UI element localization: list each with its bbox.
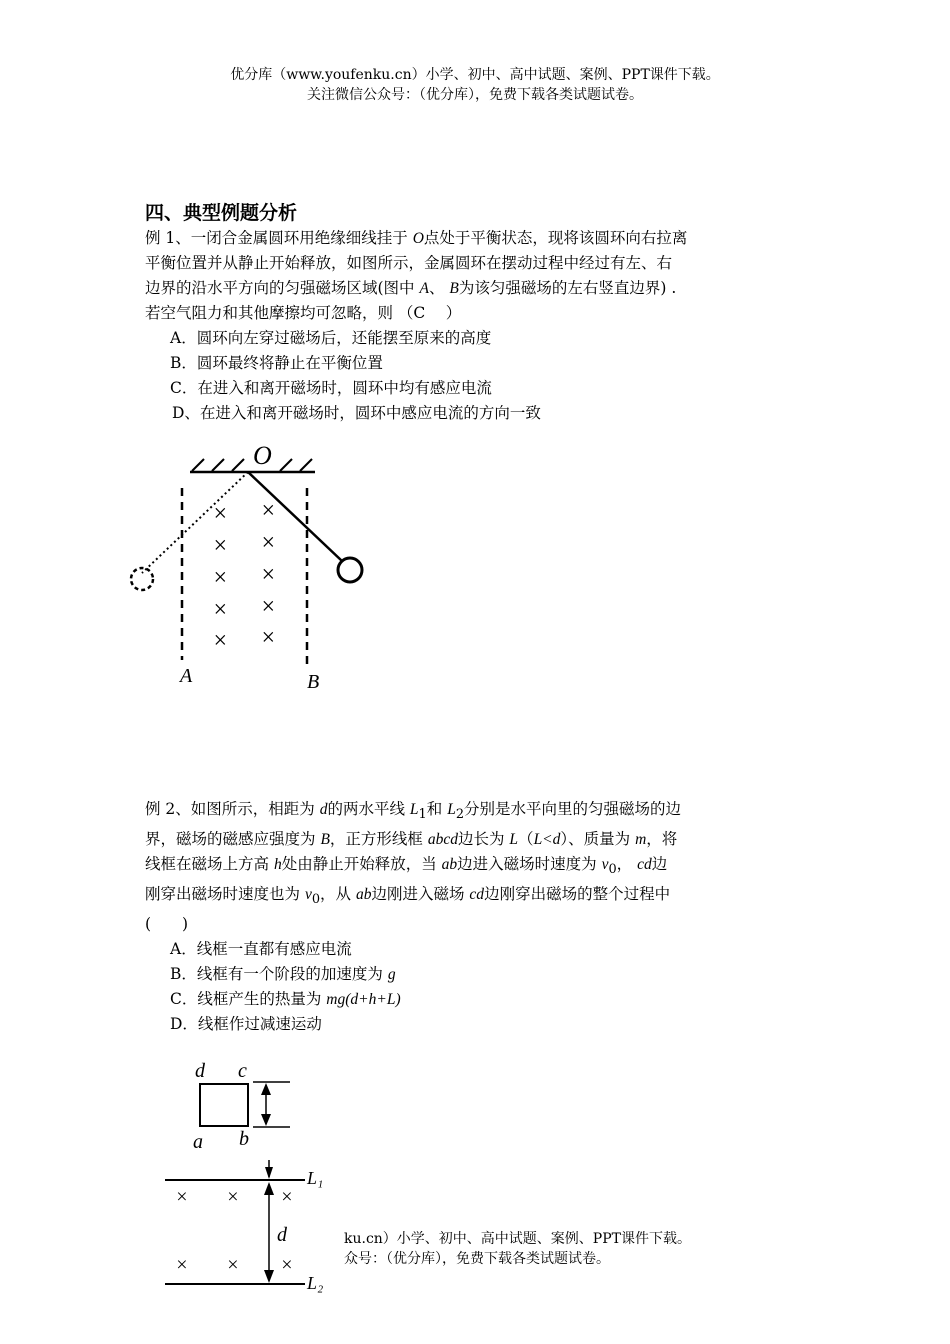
example-2 xyxy=(145,797,815,1037)
field-mark: × xyxy=(212,565,229,591)
ex2-line-5: ( ) xyxy=(145,915,189,934)
ex2-option-c: C．线框产生的热量为 mg(d+h+L) xyxy=(170,990,401,1009)
field-mark: × xyxy=(260,625,277,651)
footer-line-1: ku.cn）小学、初中、高中试题、案例、PPT课件下载。 xyxy=(344,1231,691,1247)
field-mark: × xyxy=(280,1254,294,1276)
ex2-option-d: D．线框作过减速运动 xyxy=(170,1015,322,1034)
dotted-string xyxy=(142,472,248,573)
pivot-label: O xyxy=(253,441,272,470)
ex2-option-b: B．线框有一个阶段的加速度为 g xyxy=(170,965,396,984)
ex1-option-a: A．圆环向左穿过磁场后，还能摆至原来的高度 xyxy=(170,329,492,347)
boundary-label-b: B xyxy=(307,671,320,690)
field-mark: × xyxy=(212,501,229,527)
field-mark: × xyxy=(260,594,277,620)
ex1-option-d: D、在进入和离开磁场时，圆环中感应电流的方向一致 xyxy=(172,404,541,422)
gap-label-d: d xyxy=(277,1224,287,1246)
ex2-line-1: 例 2、如图所示，相距为 d的两水平线 $L_1$和 $L_2$分别是水平向里的匀强磁场的边 xyxy=(145,800,682,823)
ex1-line-4: 若空气阻力和其他摩擦均可忽略，则 （C ） xyxy=(145,304,462,322)
field-mark: × xyxy=(260,498,277,524)
pendulum-figure xyxy=(120,440,380,690)
ex2-line-4: 刚穿出磁场时速度也为 $v_0$，从 ab边刚进入磁场 cd边刚穿出磁场的整个过程中 xyxy=(145,885,671,908)
boundary-label-l1: L₁ xyxy=(307,1168,324,1188)
corner-label-b: b xyxy=(239,1128,249,1150)
field-mark: × xyxy=(212,597,229,623)
corner-label-a: a xyxy=(193,1131,203,1153)
ex1-option-c: C．在进入和离开磁场时，圆环中均有感应电流 xyxy=(170,379,492,397)
field-mark: × xyxy=(212,533,229,559)
ring xyxy=(338,558,362,582)
corner-label-c: c xyxy=(238,1060,247,1082)
ex2-line-2: 界，磁场的磁感应强度为 B，正方形线框 abcd边长为 L（L<d）、质量为 m，将 xyxy=(145,830,678,849)
section-title: 四、典型例题分析 xyxy=(145,202,298,224)
field-mark: × xyxy=(260,562,277,588)
field-mark: × xyxy=(175,1186,189,1208)
dotted-ring xyxy=(131,568,153,590)
example-1 xyxy=(145,226,815,426)
field-mark: × xyxy=(280,1186,294,1208)
ex1-line-1: 例 1、一闭合金属圆环用绝缘细线挂于 O点处于平衡状态，现将该圆环向右拉离 xyxy=(145,229,688,247)
boundary-label-l2: L₂ xyxy=(307,1273,324,1293)
boundary-label-a: A xyxy=(180,665,193,687)
ex2-option-a: A．线框一直都有感应电流 xyxy=(170,940,352,959)
corner-label-d: d xyxy=(195,1060,205,1082)
field-mark: × xyxy=(226,1254,240,1276)
header-line-1: 优分库（www.youfenku.cn）小学、初中、高中试题、案例、PPT课件下载。 xyxy=(230,67,720,83)
ex1-line-3: 边界的沿水平方向的匀强磁场区域(图中 A、 B为该匀强磁场的左右竖直边界) . xyxy=(145,279,677,297)
ex1-option-b: B．圆环最终将静止在平衡位置 xyxy=(170,354,383,372)
footer-line-2: 众号：（优分库），免费下载各类试题试卷。 xyxy=(344,1251,610,1267)
header-line-2: 关注微信公众号：（优分库），免费下载各类试题试卷。 xyxy=(307,87,643,103)
field-mark: × xyxy=(226,1186,240,1208)
field-mark: × xyxy=(175,1254,189,1276)
frame-figure xyxy=(155,1055,345,1295)
field-mark: × xyxy=(212,628,229,654)
square-frame xyxy=(200,1084,248,1126)
ex1-line-2: 平衡位置并从静止开始释放，如图所示，金属圆环在摆动过程中经过有左、右 xyxy=(145,254,673,272)
ex2-line-3: 线框在磁场上方高 h处由静止开始释放，当 ab边进入磁场时速度为 $v_0$， cd边 xyxy=(145,855,668,878)
field-mark: × xyxy=(260,530,277,556)
